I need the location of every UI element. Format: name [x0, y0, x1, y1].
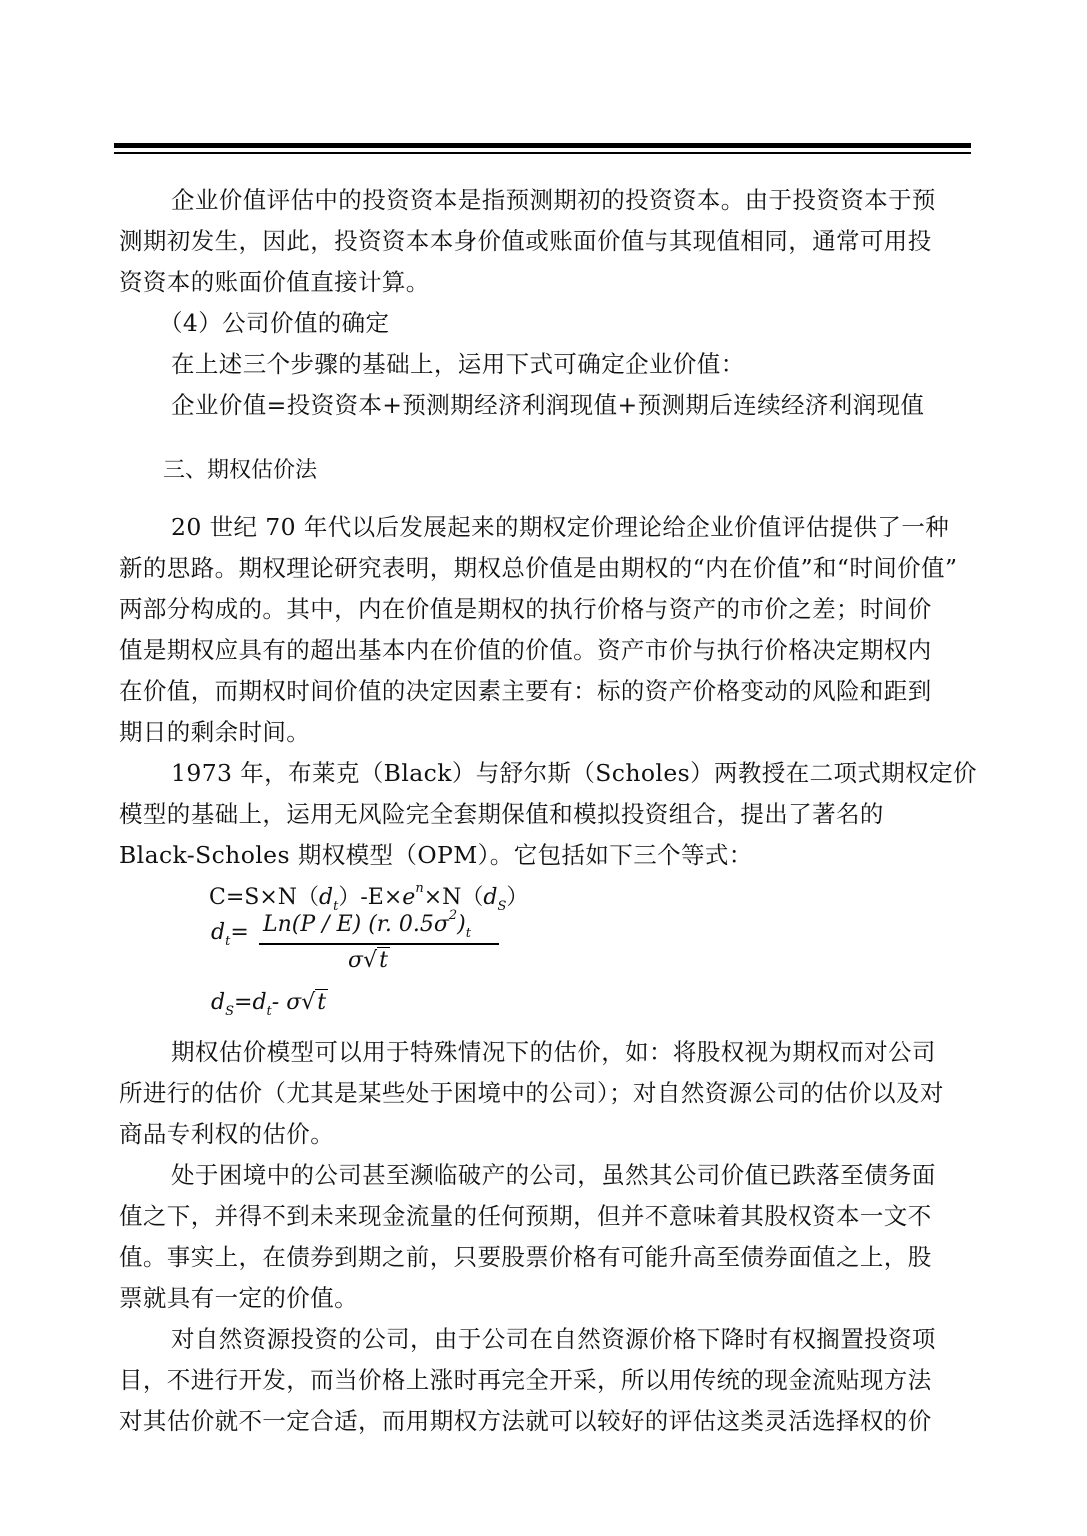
text-line: （4）公司价值的确定	[159, 309, 390, 337]
text-line: 值是期权应具有的超出基本内在价值的价值。资产市价与执行价格决定期权内	[119, 636, 932, 664]
formula-subscript: t	[465, 926, 471, 941]
text-line: 对自然资源投资的公司，由于公司在自然资源价格下降时有权搁置投资项	[171, 1325, 936, 1353]
text-line: 新的思路。期权理论研究表明，期权总价值是由期权的“内在价值”和“时间价值”	[119, 554, 958, 582]
text-line: 处于困境中的公司甚至濒临破产的公司，虽然其公司价值已跌落至债务面	[171, 1161, 936, 1189]
formula-text: ×N（	[423, 885, 484, 910]
formula-symbol: d	[211, 990, 226, 1015]
text-line: 在价值，而期权时间价值的决定因素主要有：标的资产价格变动的风险和距到	[119, 677, 932, 705]
formula-symbol: d	[483, 885, 498, 910]
text-line: 企业价值评估中的投资资本是指预测期初的投资资本。由于投资资本于预	[171, 186, 936, 214]
formula-subscript: S	[225, 1004, 234, 1019]
text-line: 期日的剩余时间。	[119, 718, 311, 746]
text-line: 对其估价就不一定合适，而用期权方法就可以较好的评估这类灵活选择权的价	[119, 1407, 932, 1435]
black-scholes-formulas	[119, 880, 969, 1030]
formula-text: ）	[506, 885, 529, 910]
formula-text: =	[230, 920, 249, 945]
formula-text: =	[234, 990, 253, 1015]
text-line: 商品专利权的估价。	[119, 1120, 335, 1148]
paragraph-option-theory	[119, 507, 969, 753]
text-line: 值。事实上，在债券到期之前，只要股票价格有可能升高至债券面值之上，股	[119, 1243, 932, 1271]
text-line: 期权估价模型可以用于特殊情况下的估价，如：将股权视为期权而对公司	[171, 1038, 936, 1066]
formula-d2: $d_S=d_t-$ σ√t	[211, 990, 327, 1019]
formula-text: - σ	[271, 990, 302, 1015]
header-rule-thin	[114, 152, 971, 154]
formula-subscript: S	[497, 899, 507, 914]
formula-text: ）-E×	[338, 885, 403, 910]
text-line: 目，不进行开发，而当价格上涨时再完全开采，所以用传统的现金流贴现方法	[119, 1366, 932, 1394]
formula-text: Ln(P / E) (r. 0.5σ	[263, 912, 449, 937]
paragraph-distressed-companies	[119, 1155, 969, 1319]
text-line: 票就具有一定的价值。	[119, 1284, 358, 1312]
fraction-numerator	[259, 908, 499, 941]
paragraph-invested-capital	[119, 180, 969, 303]
formula-symbol: σ	[348, 947, 364, 973]
text-line: 测期初发生，因此，投资资本本身价值或账面价值与其现值相同，通常可用投	[119, 227, 932, 255]
formula-symbol: d	[252, 990, 267, 1015]
text-line: 所进行的估价（尤其是某些处于困境中的公司）；对自然资源公司的估价以及对	[119, 1079, 944, 1107]
page-body	[119, 180, 977, 1442]
formula-symbol: d	[211, 920, 226, 945]
paragraph-black-scholes	[119, 753, 977, 876]
paragraph-option-applications	[119, 1032, 969, 1155]
formula-symbol: e	[402, 885, 416, 910]
formula-symbol: t	[317, 990, 327, 1015]
formula-symbol: d	[319, 885, 334, 910]
paragraph-value-formula	[119, 385, 969, 426]
formula-superscript: 2	[448, 908, 458, 923]
text-line: 企业价值=投资资本+预测期经济利润现值+预测期后连续经济利润现值	[171, 391, 925, 419]
header-rule-thick	[114, 143, 971, 148]
fraction-bar	[259, 943, 499, 945]
paragraph-steps	[119, 344, 969, 385]
formula-text: )	[457, 912, 466, 937]
formula-d1-lhs	[211, 920, 249, 949]
section-heading: 三、期权估价法	[163, 458, 318, 483]
formula-symbol: t	[379, 947, 388, 973]
text-line: 在上述三个步骤的基础上，运用下式可确定企业价值：	[171, 350, 745, 378]
formula-subscript: t	[266, 1004, 272, 1019]
formula-text: C=S×N（	[209, 885, 320, 910]
text-line: 1973 年，布莱克（Black）与舒尔斯（Scholes）两教授在二项式期权定价	[171, 759, 977, 787]
text-line: 值之下，并得不到未来现金流量的任何预期，但并不意味着其股权资本一文不	[119, 1202, 932, 1230]
formula-superscript: n	[415, 881, 424, 896]
fraction-denominator: σ√t	[348, 947, 388, 973]
formula-subscript: t	[225, 934, 231, 949]
text-line: Black-Scholes 期权模型（OPM）。它包括如下三个等式：	[119, 841, 753, 869]
text-line: 资资本的账面价值直接计算。	[119, 268, 430, 296]
text-line: 20 世纪 70 年代以后发展起来的期权定价理论给企业价值评估提供了一种	[171, 513, 950, 541]
formula-d1-fraction	[259, 908, 499, 973]
paragraph-natural-resources	[119, 1319, 969, 1442]
text-line: 两部分构成的。其中，内在价值是期权的执行价格与资产的市价之差；时间价	[119, 595, 932, 623]
paragraph-company-value-heading	[119, 303, 969, 344]
formula-subscript: t	[333, 899, 339, 914]
text-line: 模型的基础上，运用无风险完全套期保值和模拟投资组合，提出了著名的	[119, 800, 884, 828]
